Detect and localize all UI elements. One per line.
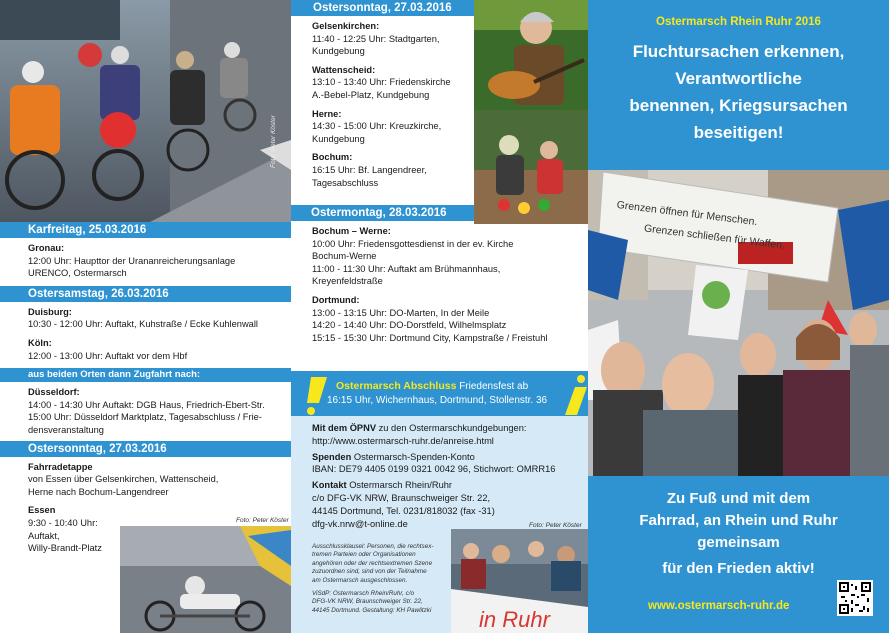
day-header: Ostersonntag, 27.03.2016: [0, 441, 291, 457]
schedule-column-2b: [291, 205, 588, 344]
spenden-text: Ostermarsch-Spenden-Konto: [353, 451, 475, 462]
disclaimer-line: tremen Parteien oder Organisationen: [312, 551, 416, 559]
event-line: 10:00 Uhr: Friedensgottesdienst in der ev. Kirche: [312, 238, 514, 249]
photo-credit: Foto: Peter Köster: [236, 517, 289, 524]
abschluss-title: Ostermarsch Abschluss: [336, 380, 457, 392]
event-line: 11:00 - 11:30 Uhr: Auftakt am Brühmannhaus,: [312, 263, 501, 274]
day-header: Ostersonntag, 27.03.2016: [291, 0, 474, 16]
city-name: Bochum:: [312, 152, 353, 163]
event-line: Auftakt,: [28, 530, 60, 541]
event-line: densveranstaltung: [28, 424, 104, 435]
visdp-line: 44145 Dortmund. Gestaltung: KH Pawlitzki: [312, 606, 432, 614]
photo-credit: Foto: Peter Köster: [270, 115, 277, 168]
kontakt-address: c/o DFG-VK NRW, Braunschweiger Str. 22,: [312, 492, 491, 503]
city-name: Duisburg:: [28, 306, 72, 317]
slogan-line: gemeinsam: [697, 534, 780, 551]
oepnv-label: Mit dem ÖPNV: [312, 423, 377, 433]
banner-line: Grenzen schließen für Waffen.: [643, 222, 786, 252]
event-line: Kundgebung: [312, 133, 365, 144]
event-line: 9:30 - 10:40 Uhr:: [28, 517, 98, 528]
schedule-column-2: [291, 0, 474, 189]
oepnv-text: zu den Ostermarschkundgebungen:: [378, 423, 527, 433]
visdp-line: ViSdP: Ostermarsch Rhein/Ruhr, c/o: [312, 590, 415, 598]
title-panel: [588, 0, 889, 170]
schedule-column-1: [0, 222, 291, 555]
event-line: 12:00 - 13:00 Uhr: Auftakt vor dem Hbf: [28, 350, 188, 361]
event-line: 14:00 - 14:30 Uhr Auftakt: DGB Haus, Friedrich-Ebert-Str.: [28, 399, 265, 410]
city-name: Wattenscheid:: [312, 64, 376, 75]
bottom-slogan: [588, 488, 889, 580]
city-name: Essen: [28, 505, 56, 516]
city-name: Gronau:: [28, 243, 65, 253]
city-name: Köln:: [28, 337, 52, 348]
city-name: Dortmund:: [312, 294, 360, 305]
cyclists-photo: [0, 0, 291, 222]
march-banner-photo: [451, 529, 588, 633]
kontakt-phone: 44145 Dortmund, Tel. 0231/818032 (fax -31): [312, 505, 495, 516]
train-subheader: aus beiden Orten dann Zugfahrt nach:: [0, 368, 291, 382]
abschluss-location: 16:15 Uhr, Wichernhaus, Dortmund, Stollenstr. 36: [327, 395, 548, 406]
event-line: 15:15 - 15:30 Uhr: Dortmund City, Kampstraße / Freistuhl: [312, 332, 548, 343]
banner-line: Grenzen öffnen für Menschen.: [616, 198, 759, 229]
headline: [588, 38, 889, 146]
event-line: Tagesabschluss: [312, 177, 379, 188]
headline-line: beseitigen!: [693, 123, 784, 142]
photo-credit: Foto: Arbeiterfotografie: [464, 138, 471, 205]
event-line: 13:10 - 13:40 Uhr: Friedenskirche: [312, 77, 451, 88]
day-header: Karfreitag, 25.03.2016: [0, 222, 291, 238]
svg-text:in Ruhr: in Ruhr: [479, 607, 550, 632]
city-name: Fahrradetappe: [28, 461, 93, 472]
photo-credit: Foto: Peter Köster: [529, 522, 582, 529]
disclaimer-line: zuzuordnen sind, sind von der Teilnahme: [312, 568, 427, 576]
kontakt-email[interactable]: dfg-vk.nrw@t-online.de: [312, 518, 408, 529]
musician-photo-art: [474, 0, 588, 110]
event-line: 13:00 - 13:15 Uhr: DO-Marten, In der Meile: [312, 307, 490, 318]
event-line: Bochum-Werne: [312, 251, 377, 262]
oepnv-link[interactable]: http://www.ostermarsch-ruhr.de/anreise.html: [312, 435, 494, 446]
city-name: Herne:: [312, 108, 342, 119]
event-line: URENCO, Ostermarsch: [28, 268, 127, 279]
event-line: 14:20 - 14:40 Uhr: DO-Dorstfeld, Wilhelmsplatz: [312, 320, 507, 331]
event-line: 14:30 - 15:00 Uhr: Kreuzkirche,: [312, 121, 442, 132]
kontakt-text: Ostermarsch Rhein/Ruhr: [349, 480, 453, 491]
abschluss-box: [291, 371, 588, 416]
event-line: 10:30 - 12:00 Uhr: Auftakt, Kuhstraße / Ecke Kuhlenwall: [28, 319, 258, 330]
disclaimer: [312, 543, 452, 615]
headline-line: Fluchtursachen erkennen,: [632, 42, 845, 61]
city-name: Düsseldorf:: [28, 387, 80, 398]
headline-line: benennen, Kriegsursachen: [629, 96, 848, 115]
visdp-line: DFG-VK NRW, Braunschweiger Str. 22,: [312, 598, 423, 606]
qr-code-art: [839, 582, 871, 614]
event-line: 12:00 Uhr: Haupttor der Urananreicherungsanlage: [28, 255, 236, 266]
event-line: Kreyenfeldstraße: [312, 276, 383, 287]
spenden-label: Spenden: [312, 451, 352, 462]
iban-text: IBAN: DE79 4405 0199 0321 0042 96, Stichwort: OMRR16: [312, 464, 556, 475]
kontakt-label: Kontakt: [312, 480, 347, 491]
city-name: Bochum – Werne:: [312, 226, 391, 236]
event-line: 11:40 - 12:25 Uhr: Stadtgarten,: [312, 33, 440, 44]
slogan-line: für den Frieden aktiv!: [662, 560, 815, 577]
disclaimer-line: angehören oder der rechtsextremen Szene: [312, 559, 433, 567]
event-line: A.-Bebel-Platz, Kundgebung: [312, 89, 430, 100]
disclaimer-line: am Ostermarsch ausgeschlossen.: [312, 576, 408, 584]
headline-line: Verantwortliche: [675, 69, 802, 88]
day-header: Ostermontag, 28.03.2016: [291, 205, 474, 221]
qr-code-icon[interactable]: [837, 580, 873, 616]
march-banner-art: [451, 529, 588, 633]
disclaimer-line: Ausschlussklausel: Personen, die rechtsex-: [312, 543, 434, 550]
recumbent-bike-art: [120, 526, 291, 633]
demonstration-photo: [588, 170, 889, 476]
info-box: [291, 416, 588, 633]
event-line: Herne nach Bochum-Langendreer: [28, 486, 169, 497]
abschluss-text: Friedensfest ab: [459, 381, 529, 392]
event-line: 16:15 Uhr: Bf. Langendreer,: [312, 164, 427, 175]
event-line: Willy-Brandt-Platz: [28, 543, 102, 554]
event-line: 15:00 Uhr: Düsseldorf Marktplatz, Tagesabschluss / Frie-: [28, 412, 262, 423]
musician-photo: [474, 0, 588, 110]
website-link[interactable]: www.ostermarsch-ruhr.de: [648, 600, 790, 612]
cyclists-photo-art: [0, 0, 291, 222]
bottom-panel: [588, 476, 889, 633]
event-line: Kundgebung: [312, 46, 365, 57]
exclamation-icon-right: [553, 373, 593, 418]
day-header: Ostersamstag, 26.03.2016: [0, 286, 291, 302]
slogan-line: Fahrrad, an Rhein und Ruhr: [639, 512, 838, 529]
slogan-line: Zu Fuß und mit dem: [666, 490, 811, 507]
brand-title: Ostermarsch Rhein Ruhr 2016: [656, 16, 821, 28]
event-line: von Essen über Gelsenkirchen, Wattenscheid,: [28, 474, 219, 485]
city-name: Gelsenkirchen:: [312, 21, 380, 31]
recumbent-bike-photo: [120, 526, 291, 633]
